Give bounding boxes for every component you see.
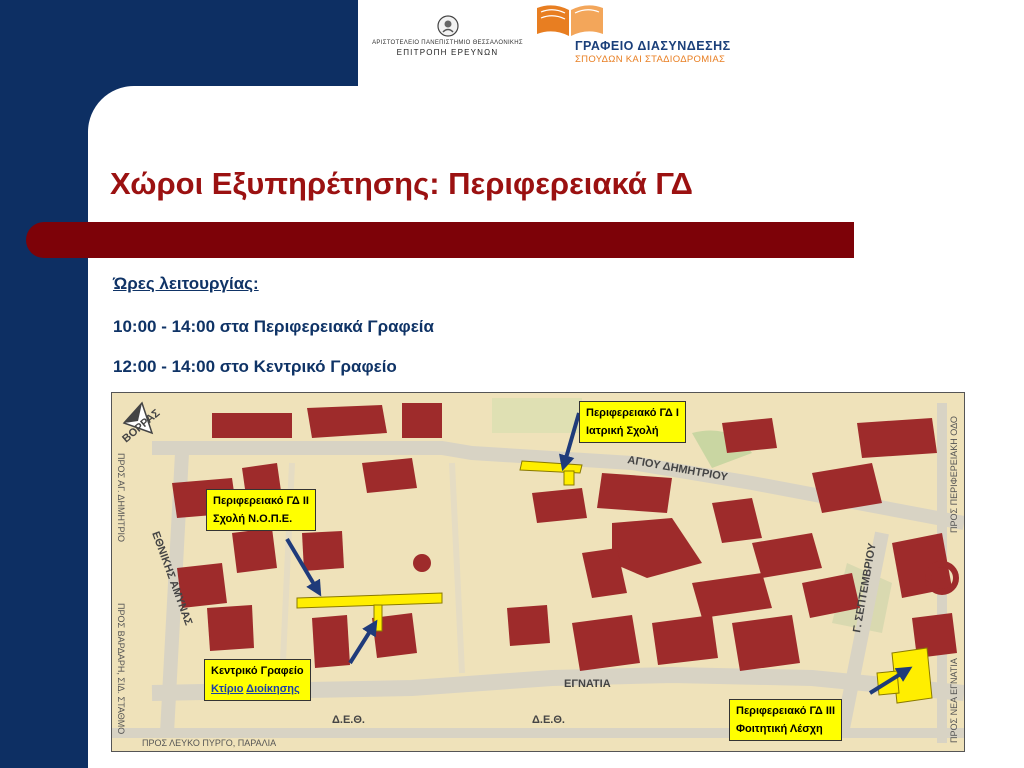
committee-name: ΕΠΙΤΡΟΠΗ ΕΡΕΥΝΩΝ: [396, 48, 499, 57]
callout-gd2: [206, 489, 316, 531]
open-book-icon: [535, 2, 605, 42]
university-name: ΑΡΙΣΤΟΤΕΛΕΙΟ ΠΑΝΕΠΙΣΤΗΜΙΟ ΘΕΣΣΑΛΟΝΙΚΗΣ: [372, 40, 523, 46]
hours-central: 12:00 - 14:00 στο Κεντρικό Γραφείο: [113, 357, 397, 376]
gd2-subtitle: Σχολή Ν.Ο.Π.Ε.: [213, 513, 293, 525]
central-link-building[interactable]: Κτίριο: [211, 683, 244, 695]
university-seal-icon: [437, 15, 459, 37]
callout-central-office: [204, 659, 311, 701]
label-pros-vardari: ΠΡΟΣ ΒΑΡΔΑΡΗ, ΣΙΔ. ΣΤΑΘΜΟ: [116, 603, 126, 735]
hours-peripheral: 10:00 - 14:00 στα Περιφερειακά Γραφεία: [113, 317, 434, 336]
campus-map: [111, 392, 965, 752]
callout-gd3: [729, 699, 842, 741]
office-subtitle: ΣΠΟΥΔΩΝ ΚΑΙ ΣΤΑΔΙΟΔΡΟΜΙΑΣ: [575, 54, 726, 65]
street-egnatia: ΕΓΝΑΤΙΑ: [564, 678, 611, 690]
street-septemvriou: Γ. ΣΕΠΤΕΜΒΡΙΟΥ: [851, 542, 879, 634]
label-pros-lefko-pyrgo: ΠΡΟΣ ΛΕΥΚΟ ΠΥΡΓΟ, ΠΑΡΑΛΙΑ: [142, 738, 277, 748]
label-deth-2: Δ.Ε.Θ.: [532, 714, 565, 726]
gd1-title: Περιφερειακό ΓΔ Ι: [586, 407, 679, 419]
compass-label: ΒΟΡΡΑΣ: [120, 407, 163, 446]
title-underline-bar: [26, 222, 854, 258]
career-office-logo: [535, 2, 765, 68]
callout-gd1: [579, 401, 686, 443]
gd2-title: Περιφερειακό ΓΔ ΙΙ: [213, 495, 309, 507]
office-name: ΓΡΑΦΕΙΟ ΔΙΑΣΥΝΔΕΣΗΣ: [575, 39, 731, 53]
label-deth-1: Δ.Ε.Θ.: [332, 714, 365, 726]
slide-title: Χώροι Εξυπηρέτησης: Περιφερειακά ΓΔ: [110, 166, 693, 201]
central-title: Κεντρικό Γραφείο: [211, 665, 304, 677]
gd3-subtitle: Φοιτητική Λέσχη: [736, 723, 823, 735]
street-ethnikis-amynis: ΕΘΝΙΚΗΣ ΑΜΥΝΑΣ: [149, 529, 195, 628]
label-pros-periferiaki: ΠΡΟΣ ΠΕΡΙΦΕΡΕΙΑΚΗ ΟΔΟ: [949, 416, 959, 533]
gd3-title: Περιφερειακό ΓΔ ΙΙΙ: [736, 705, 836, 717]
central-link-administration[interactable]: Διοίκησης: [246, 683, 300, 695]
street-agiou-dimitriou: ΑΓΙΟΥ ΔΗΜΗΤΡΙΟΥ: [626, 454, 729, 484]
university-logo: [365, 15, 530, 71]
hours-heading: Ώρες λειτουργίας:: [113, 274, 259, 293]
label-pros-ag-dimitrio: ΠΡΟΣ ΑΓ. ΔΗΜΗΤΡΙΟ: [116, 453, 126, 543]
label-pros-nea-egnatia: ΠΡΟΣ ΝΕΑ ΕΓΝΑΤΙΑ: [949, 658, 959, 743]
gd1-subtitle: Ιατρική Σχολή: [586, 425, 659, 437]
